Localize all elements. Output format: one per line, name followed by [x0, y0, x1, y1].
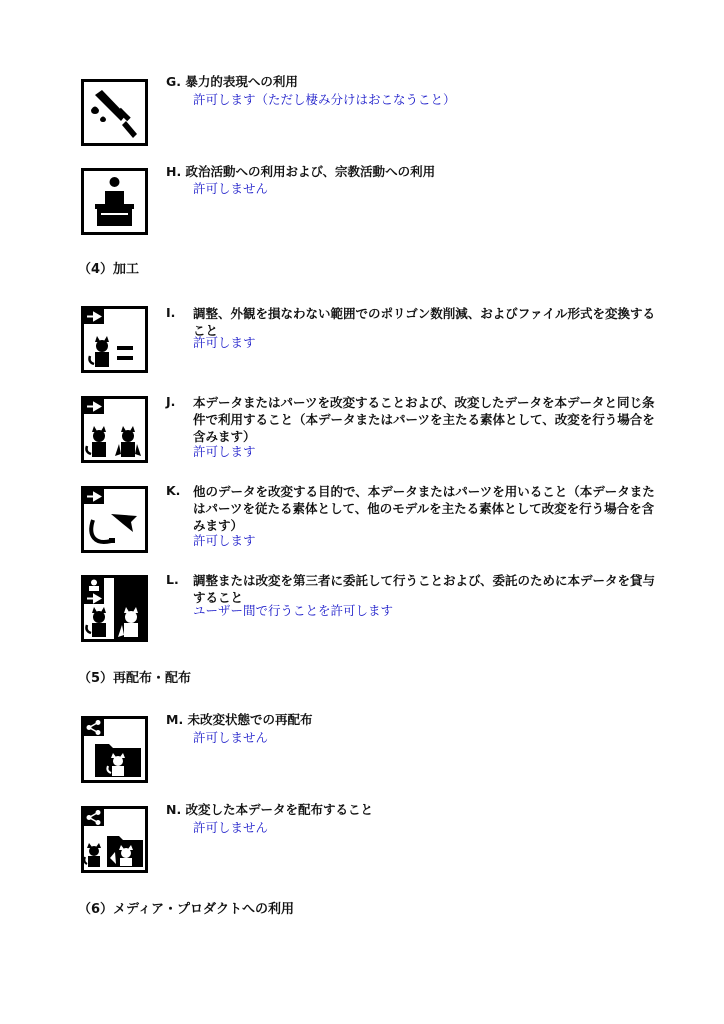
item-h-permission: 許可しません [193, 181, 269, 196]
item-k-letter: K. [166, 483, 181, 498]
item-l-letter: L. [166, 572, 179, 587]
distribute-modified-icon [81, 806, 148, 873]
item-i-letter: I. [166, 305, 176, 320]
item-i-body: 調整、外観を損なわない範囲でのポリゴン数削減、およびファイル形式を変換すること [193, 306, 656, 338]
adjust-equal-icon [81, 306, 148, 373]
item-j-body: 本データまたはパーツを改変することおよび、改変したデータを本データと同じ条件で利用すること（本データまたはパーツを主たる素体として、改変を行う場合を含みます） [193, 395, 655, 444]
item-k-permission: 許可します [193, 533, 256, 548]
item-l-permission: ユーザー間で行うことを許可します [193, 603, 394, 618]
use-parts-icon [81, 486, 148, 553]
speaker-podium-icon [81, 168, 148, 235]
item-n-permission: 許可しません [193, 820, 269, 835]
item-g-permission: 許可します（ただし棲み分けはおこなうこと） [193, 92, 456, 107]
knife-blood-icon [81, 79, 148, 146]
item-m-title: M. 未改変状態での再配布 [166, 712, 313, 727]
item-i-permission: 許可します [193, 335, 256, 350]
section-4-heading: （4）加工 [78, 262, 140, 277]
item-l-body: 調整または改変を第三者に委託して行うことおよび、委託のために本データを貸与すること [193, 573, 656, 605]
modify-data-icon [81, 396, 148, 463]
redistribute-share-icon [81, 716, 148, 783]
outsource-icon [81, 575, 148, 642]
item-m-permission: 許可しません [193, 730, 269, 745]
item-n-title: N. 改変した本データを配布すること [166, 802, 374, 817]
item-g-title: G. 暴力的表現への利用 [166, 74, 298, 89]
item-h-title: H. 政治活動への利用および、宗教活動への利用 [166, 164, 436, 179]
section-5-heading: （5）再配布・配布 [78, 671, 192, 686]
item-j-permission: 許可します [193, 444, 256, 459]
section-6-heading: （6）メディア・プロダクトへの利用 [78, 902, 295, 917]
item-k-body: 他のデータを改変する目的で、本データまたはパーツを用いること（本データまたはパーツを従たる素体として、他のモデルを主たる素体として改変を行う場合を含みます） [193, 484, 655, 533]
item-j-letter: J. [166, 394, 176, 409]
